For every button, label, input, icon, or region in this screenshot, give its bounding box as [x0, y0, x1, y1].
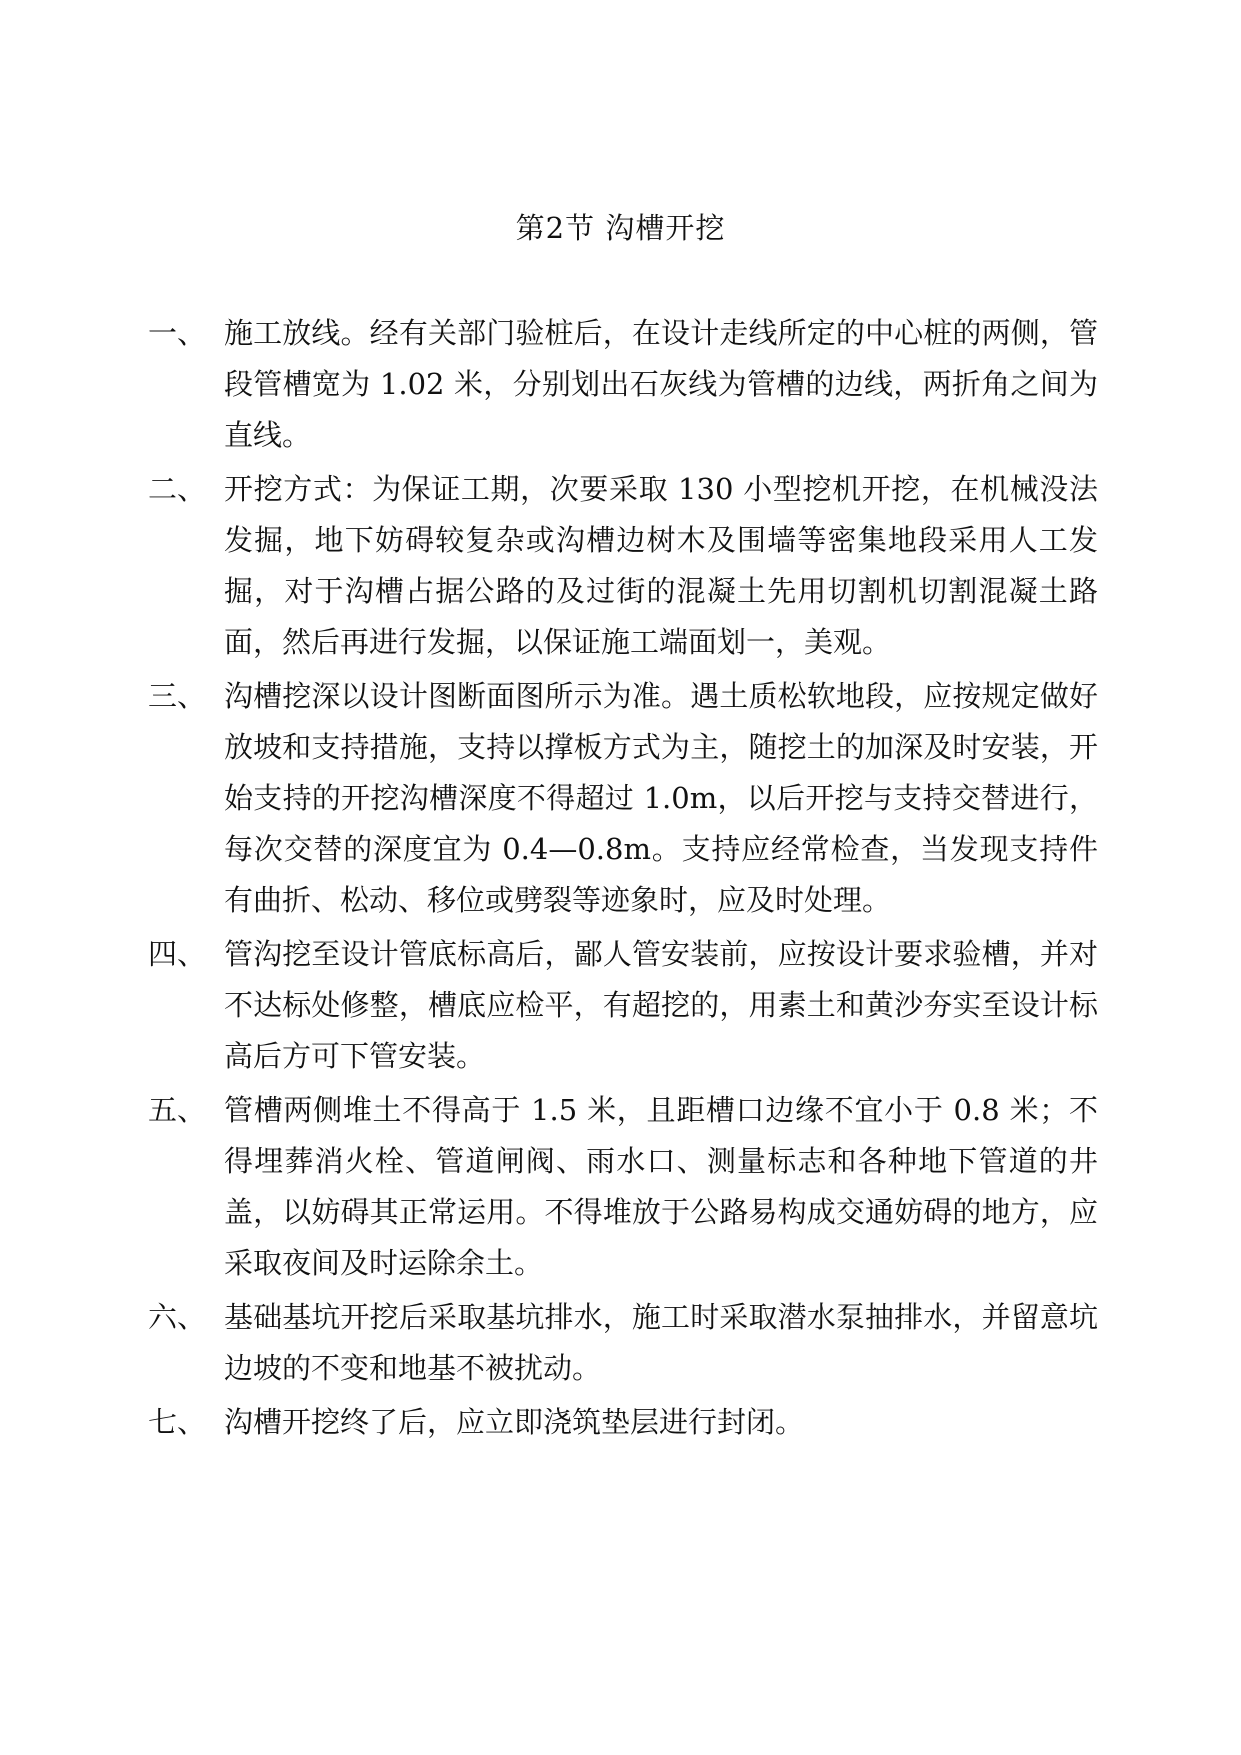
- list-item: [148, 1085, 1098, 1289]
- item-number: 四、: [148, 937, 207, 971]
- item-number: 五、: [148, 1093, 207, 1127]
- item-number: 三、: [148, 679, 207, 713]
- item-text: 施工放线。经有关部门验桩后，在设计走线所定的中心桩的两侧，管段管槽宽为 1.02 米，分别划出石灰线为管槽的边线，两折角之间为直线。: [224, 316, 1098, 452]
- item-text: 沟槽挖深以设计图断面图所示为准。遇土质松软地段，应按规定做好放坡和支持措施，支持以撑板方式为主，随挖土的加深及时安装，开始支持的开挖沟槽深度不得超过 1.0m，以后开挖与支持交替进行，每次交替的深度宜为 0.4—0.8m。支持应经常检查，当发现支持件有曲折、松动、移位或劈裂等迹象时，应及时处理。: [224, 679, 1098, 917]
- list-item: [148, 1397, 1098, 1448]
- item-number: 一、: [148, 316, 207, 350]
- construction-steps-list: [148, 308, 1098, 1451]
- item-text: 开挖方式：为保证工期，次要采取 130 小型挖机开挖，在机械没法发掘，地下妨碍较复杂或沟槽边树木及围墙等密集地段采用人工发掘，对于沟槽占据公路的及过街的混凝土先用切割机切割混凝土路面，然后再进行发掘，以保证施工端面划一，美观。: [224, 472, 1098, 659]
- list-item: [148, 308, 1098, 461]
- item-number: 七、: [148, 1405, 207, 1439]
- item-text: 沟槽开挖终了后，应立即浇筑垫层进行封闭。: [224, 1405, 805, 1439]
- list-item: [148, 929, 1098, 1082]
- item-text: 管槽两侧堆土不得高于 1.5 米，且距槽口边缘不宜小于 0.8 米；不得埋葬消火栓、管道闸阀、雨水口、测量标志和各种地下管道的井盖，以妨碍其正常运用。不得堆放于公路易构成交通妨碍的地方，应采取夜间及时运除余土。: [224, 1093, 1098, 1280]
- item-number: 二、: [148, 472, 207, 506]
- item-text: 基础基坑开挖后采取基坑排水，施工时采取潜水泵抽排水，并留意坑边坡的不变和地基不被扰动。: [224, 1300, 1098, 1385]
- section-title: 第2节 沟槽开挖: [515, 211, 726, 245]
- list-item: [148, 671, 1098, 926]
- item-number: 六、: [148, 1300, 207, 1334]
- item-text: 管沟挖至设计管底标高后，鄙人管安装前，应按设计要求验槽，并对不达标处修整，槽底应检平，有超挖的，用素土和黄沙夯实至设计标高后方可下管安装。: [224, 937, 1098, 1073]
- list-item: [148, 1292, 1098, 1394]
- list-item: [148, 464, 1098, 668]
